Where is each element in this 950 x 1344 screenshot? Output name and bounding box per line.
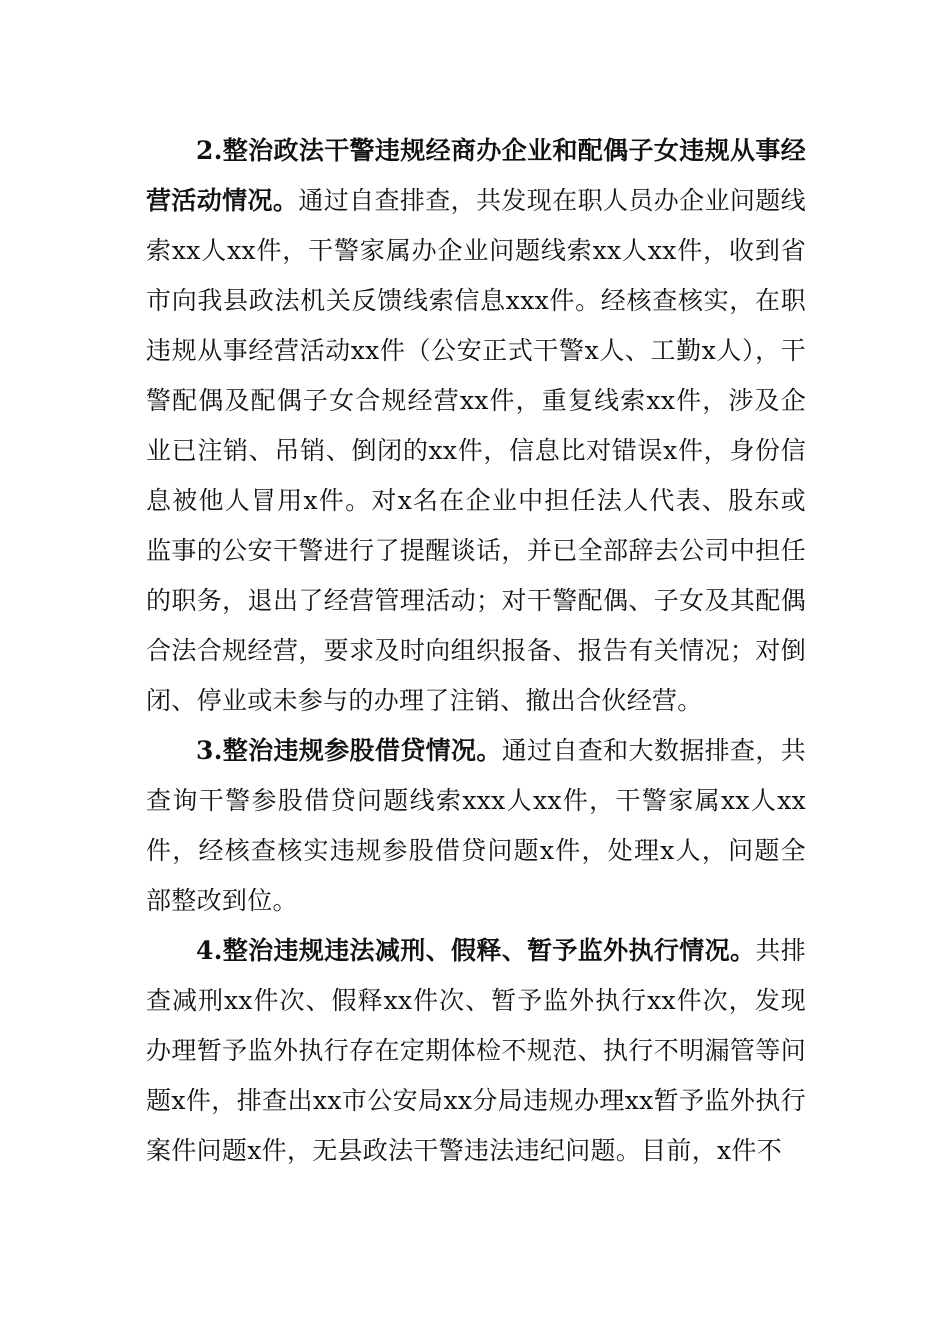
section-4-heading: 4.整治违规违法减刑、假释、暂予监外执行情况。 [196,936,756,965]
section-3-text: 通过自查和大数据排查，共查询干警参股借贷问题线索xxx人xx件，干警家属xx人xx件，经核查核实违规参股借贷问题x件，处理x人，问题全部整改到位。 [146,736,807,915]
section-4-paragraph [146,926,806,1176]
section-3-heading: 3.整治违规参股借贷情况。 [196,736,502,765]
section-3-paragraph [146,726,806,926]
section-2-text: 通过自查排查，共发现在职人员办企业问题线索xx人xx件，干警家属办企业问题线索xx人xx件，收到省市向我县政法机关反馈线索信息xxx件。经核查核实，在职违规从事经营活动xx件（公安正式干警x人、工勤x人），干警配偶及配偶子女合规经营xx件，重复线索xx件，涉及企业已注销、吊销、倒闭的xx件，信息比对错误x件，身份信息被他人冒用x件。对x名在企业中担任法人代表、股东或监事的公安干警进行了提醒谈话，并已全部辞去公司中担任的职务，退出了经营管理活动；对干警配偶、子女及其配偶合法合规经营，要求及时向组织报备、报告有关情况；对倒闭、停业或未参与的办理了注销、撤出合伙经营。 [146,186,806,715]
section-2-paragraph [146,126,806,726]
document-body [146,126,806,1176]
section-2-heading: 2.整治政法干警违规经商办企业和配偶子女违规从事经营活动情况。 [146,136,806,215]
section-4-text: 共排查减刑xx件次、假释xx件次、暂予监外执行xx件次，发现办理暂予监外执行存在定期体检不规范、执行不明漏管等问题x件，排查出xx市公安局xx分局违规办理xx暂予监外执行案件问题x件，无县政法干警违法违纪问题。目前，x件不 [146,936,806,1165]
